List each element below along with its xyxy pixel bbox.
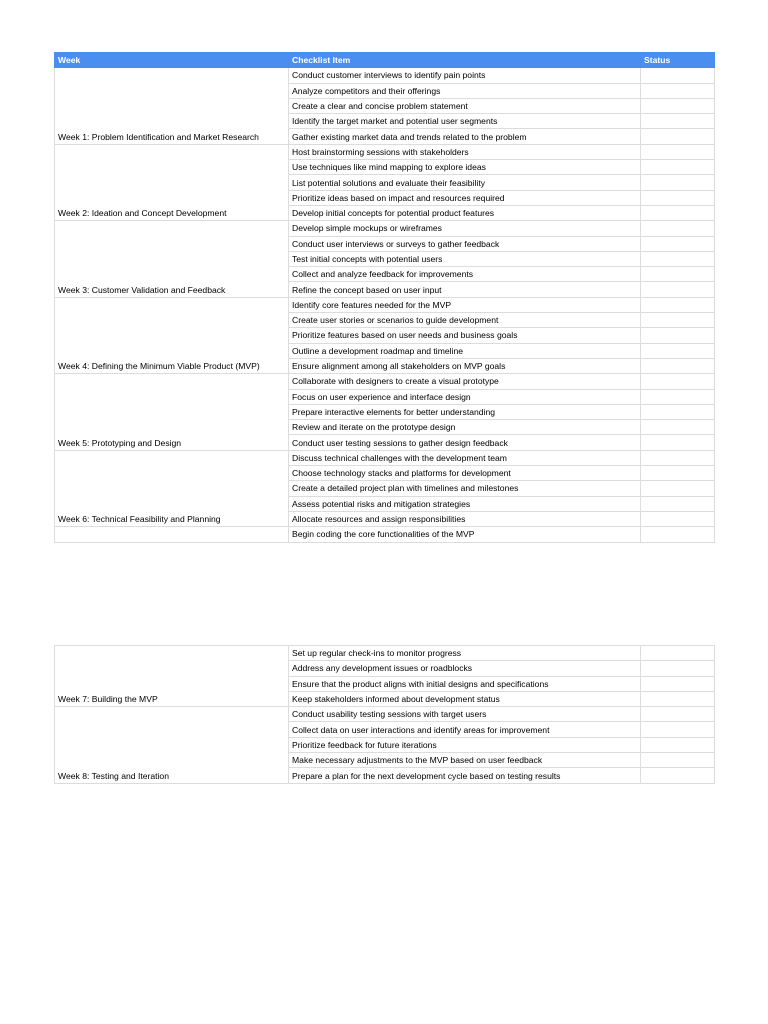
checklist-table-page-1 <box>54 52 715 543</box>
status-cell[interactable] <box>641 404 715 419</box>
week-cell: Week 3: Customer Validation and Feedback <box>55 221 289 297</box>
table-row <box>55 68 715 83</box>
checklist-item-cell: Ensure that the product aligns with initial designs and specifications <box>289 676 641 691</box>
checklist-item-cell: Host brainstorming sessions with stakeholders <box>289 144 641 159</box>
week-cell: Week 1: Problem Identification and Market Research <box>55 68 289 144</box>
table-row <box>55 374 715 389</box>
status-cell[interactable] <box>641 527 715 542</box>
status-cell[interactable] <box>641 160 715 175</box>
checklist-item-cell: Develop initial concepts for potential product features <box>289 205 641 220</box>
status-cell[interactable] <box>641 282 715 297</box>
status-cell[interactable] <box>641 205 715 220</box>
status-cell[interactable] <box>641 722 715 737</box>
status-cell[interactable] <box>641 646 715 661</box>
checklist-item-cell: Discuss technical challenges with the development team <box>289 450 641 465</box>
checklist-item-cell: Conduct customer interviews to identify pain points <box>289 68 641 83</box>
status-cell[interactable] <box>641 129 715 144</box>
week-cell: Week 8: Testing and Iteration <box>55 707 289 783</box>
week-cell: Week 6: Technical Feasibility and Planning <box>55 450 289 526</box>
status-cell[interactable] <box>641 175 715 190</box>
week-cell: Week 2: Ideation and Concept Development <box>55 144 289 220</box>
status-cell[interactable] <box>641 68 715 83</box>
checklist-item-cell: Identify core features needed for the MVP <box>289 297 641 312</box>
checklist-item-cell: Allocate resources and assign responsibilities <box>289 511 641 526</box>
status-cell[interactable] <box>641 661 715 676</box>
checklist-item-cell: Analyze competitors and their offerings <box>289 83 641 98</box>
checklist-item-cell: Conduct user testing sessions to gather design feedback <box>289 435 641 450</box>
checklist-item-cell: Assess potential risks and mitigation strategies <box>289 496 641 511</box>
checklist-item-cell: Identify the target market and potential user segments <box>289 114 641 129</box>
status-cell[interactable] <box>641 435 715 450</box>
status-cell[interactable] <box>641 389 715 404</box>
status-cell[interactable] <box>641 358 715 373</box>
status-cell[interactable] <box>641 707 715 722</box>
checklist-item-cell: Gather existing market data and trends related to the problem <box>289 129 641 144</box>
status-cell[interactable] <box>641 466 715 481</box>
checklist-item-cell: Test initial concepts with potential users <box>289 251 641 266</box>
checklist-item-cell: Prioritize feedback for future iterations <box>289 737 641 752</box>
checklist-item-cell: Address any development issues or roadblocks <box>289 661 641 676</box>
checklist-table-page-2 <box>54 645 715 784</box>
table-row <box>55 144 715 159</box>
checklist-item-cell: Collaborate with designers to create a visual prototype <box>289 374 641 389</box>
checklist-item-cell: Make necessary adjustments to the MVP based on user feedback <box>289 753 641 768</box>
checklist-item-cell: Prioritize features based on user needs and business goals <box>289 328 641 343</box>
checklist-item-cell: Prioritize ideas based on impact and resources required <box>289 190 641 205</box>
checklist-item-cell: Outline a development roadmap and timeline <box>289 343 641 358</box>
table-row <box>55 297 715 312</box>
status-cell[interactable] <box>641 676 715 691</box>
table-row <box>55 527 715 542</box>
status-cell[interactable] <box>641 267 715 282</box>
checklist-item-cell: Conduct user interviews or surveys to gather feedback <box>289 236 641 251</box>
status-cell[interactable] <box>641 496 715 511</box>
checklist-item-cell: Conduct usability testing sessions with target users <box>289 707 641 722</box>
status-cell[interactable] <box>641 481 715 496</box>
status-cell[interactable] <box>641 98 715 113</box>
status-cell[interactable] <box>641 737 715 752</box>
checklist-item-cell: Begin coding the core functionalities of the MVP <box>289 527 641 542</box>
checklist-item-cell: Choose technology stacks and platforms for development <box>289 466 641 481</box>
status-cell[interactable] <box>641 691 715 706</box>
table-row <box>55 450 715 465</box>
status-cell[interactable] <box>641 768 715 783</box>
status-cell[interactable] <box>641 420 715 435</box>
status-cell[interactable] <box>641 343 715 358</box>
checklist-item-cell: Collect and analyze feedback for improvements <box>289 267 641 282</box>
header-checklist-item: Checklist Item <box>289 53 641 68</box>
status-cell[interactable] <box>641 374 715 389</box>
status-cell[interactable] <box>641 190 715 205</box>
status-cell[interactable] <box>641 144 715 159</box>
table-row <box>55 707 715 722</box>
status-cell[interactable] <box>641 114 715 129</box>
status-cell[interactable] <box>641 511 715 526</box>
checklist-item-cell: Use techniques like mind mapping to explore ideas <box>289 160 641 175</box>
week-cell: Week 7: Building the MVP <box>55 646 289 707</box>
table-row <box>55 221 715 236</box>
checklist-item-cell: Create user stories or scenarios to guide development <box>289 313 641 328</box>
checklist-item-cell: Review and iterate on the prototype design <box>289 420 641 435</box>
page-1-body <box>55 68 715 542</box>
checklist-item-cell: Prepare interactive elements for better understanding <box>289 404 641 419</box>
status-cell[interactable] <box>641 450 715 465</box>
week-cell: Week 5: Prototyping and Design <box>55 374 289 450</box>
page-2-body <box>55 646 715 784</box>
checklist-item-cell: Keep stakeholders informed about development status <box>289 691 641 706</box>
checklist-item-cell: Collect data on user interactions and identify areas for improvement <box>289 722 641 737</box>
status-cell[interactable] <box>641 221 715 236</box>
checklist-item-cell: Prepare a plan for the next development cycle based on testing results <box>289 768 641 783</box>
status-cell[interactable] <box>641 328 715 343</box>
table-row <box>55 646 715 661</box>
status-cell[interactable] <box>641 297 715 312</box>
week-cell: Week 4: Defining the Minimum Viable Product (MVP) <box>55 297 289 373</box>
status-cell[interactable] <box>641 236 715 251</box>
checklist-item-cell: Refine the concept based on user input <box>289 282 641 297</box>
checklist-item-cell: Create a detailed project plan with timelines and milestones <box>289 481 641 496</box>
week-cell <box>55 527 289 542</box>
header-row <box>55 53 715 68</box>
status-cell[interactable] <box>641 313 715 328</box>
checklist-item-cell: Ensure alignment among all stakeholders on MVP goals <box>289 358 641 373</box>
checklist-item-cell: Focus on user experience and interface design <box>289 389 641 404</box>
checklist-item-cell: Create a clear and concise problem statement <box>289 98 641 113</box>
checklist-item-cell: Set up regular check-ins to monitor progress <box>289 646 641 661</box>
checklist-item-cell: List potential solutions and evaluate their feasibility <box>289 175 641 190</box>
checklist-item-cell: Develop simple mockups or wireframes <box>289 221 641 236</box>
header-week: Week <box>55 53 289 68</box>
status-cell[interactable] <box>641 251 715 266</box>
status-cell[interactable] <box>641 753 715 768</box>
header-status: Status <box>641 53 715 68</box>
status-cell[interactable] <box>641 83 715 98</box>
